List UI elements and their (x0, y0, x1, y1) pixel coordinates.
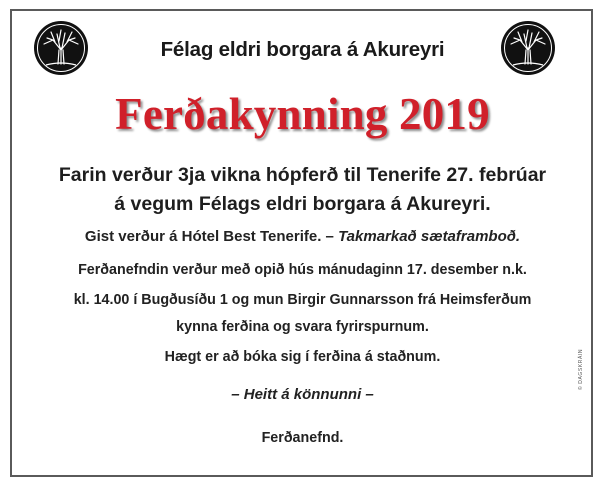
booking-line: Hægt er að bóka sig í ferðina á staðnum. (164, 349, 441, 365)
signature: Ferðanefnd. (261, 430, 344, 446)
headline: Ferðakynning 2019 (115, 89, 490, 139)
lead-line-2: á vegum Félags eldri borgara á Akureyri. (114, 193, 491, 215)
organization-name: Félag eldri borgara á Akureyri (160, 38, 445, 61)
body-line-2: kl. 14.00 í Bugðusíðu 1 og mun Birgir Gunnarsson frá Heimsferðum (73, 292, 532, 308)
hotel-text: Gist verður á Hótel Best Tenerife. – (84, 228, 339, 245)
body-line-3: kynna ferðina og svara fyrirspurnum. (176, 319, 429, 335)
limited-seats-note: Takmarkað sætaframboð. (338, 228, 521, 245)
body-line-1: Ferðanefndin verður með opið hús mánudaginn 17. desember n.k. (78, 262, 527, 278)
coffee-closing: – Heitt á könnunni – (231, 386, 374, 403)
lead-line-1: Farin verður 3ja vikna hópferð til Tenerife 27. febrúar (58, 164, 547, 186)
hotel-line (0, 228, 605, 245)
publisher-credit: © DAGSKRÁIN (578, 348, 584, 390)
